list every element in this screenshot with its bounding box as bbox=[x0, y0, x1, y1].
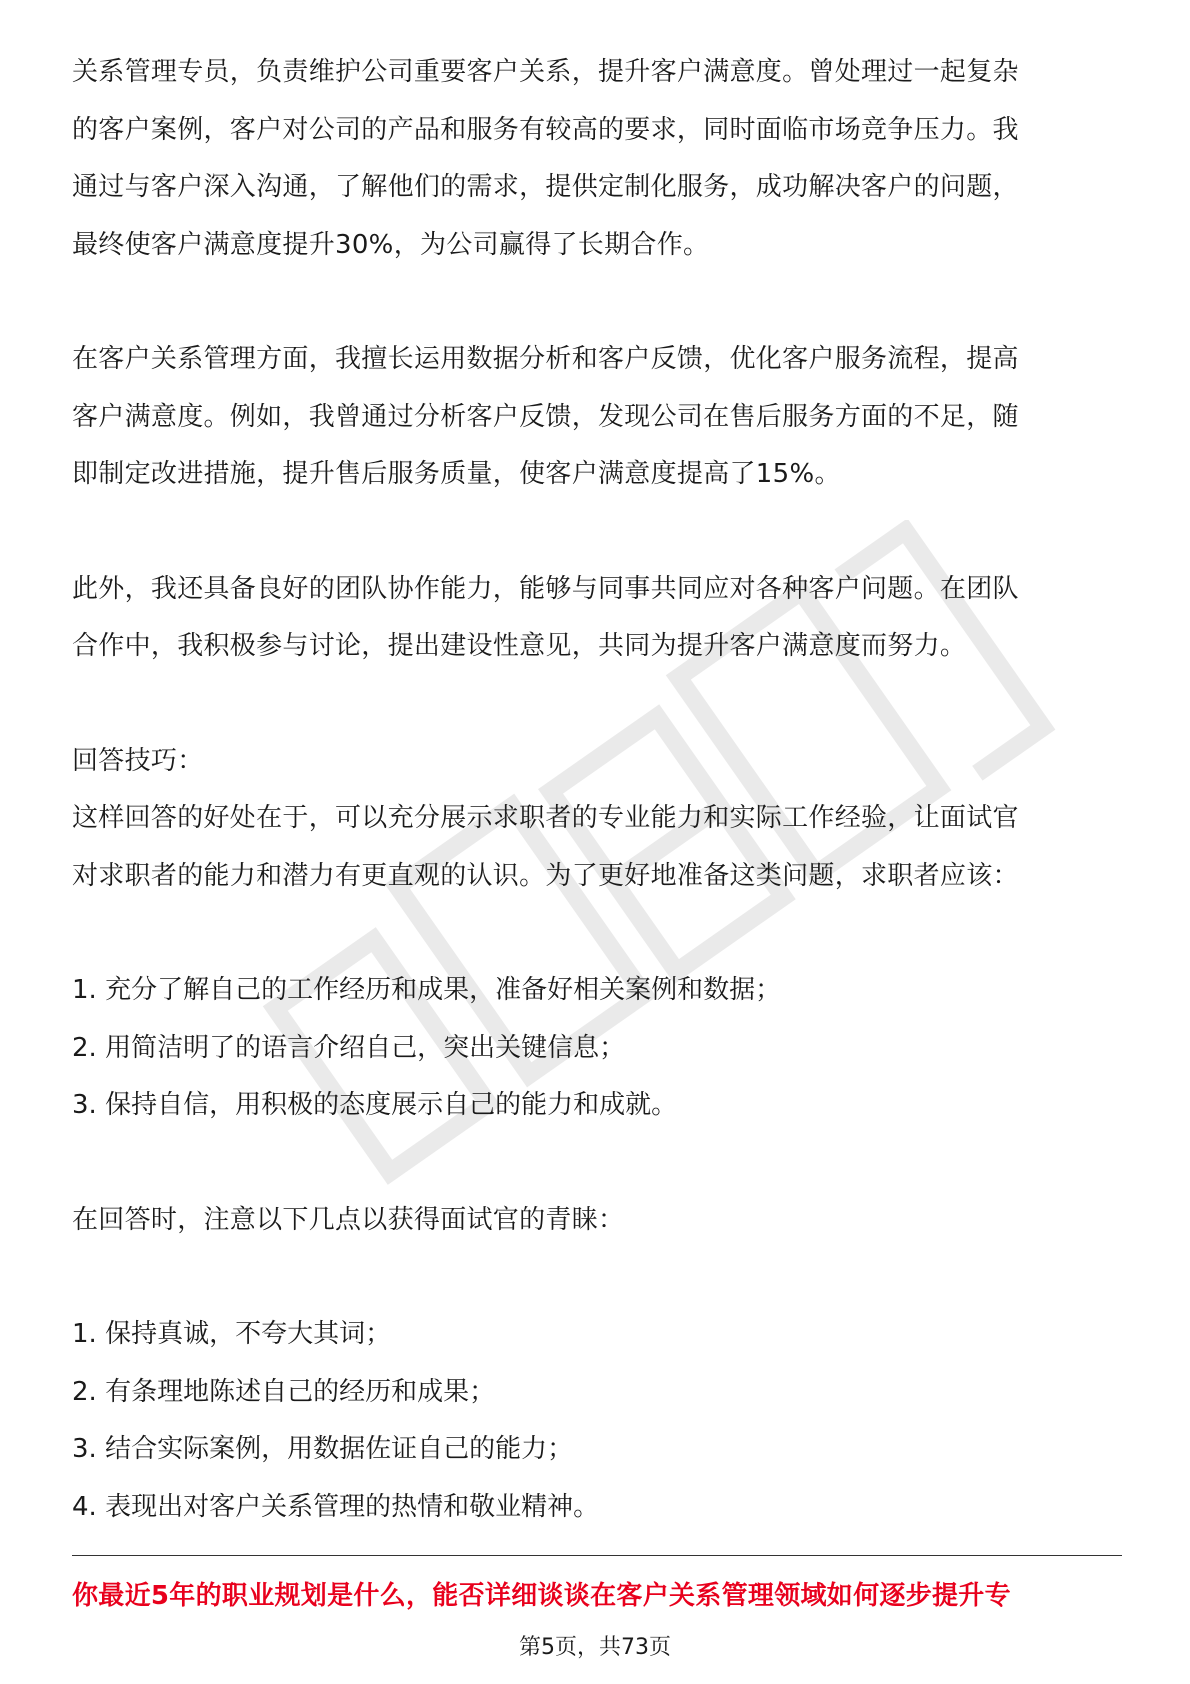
page-number: 第5页，共73页 bbox=[519, 1635, 671, 1660]
tips-section bbox=[72, 733, 1122, 906]
text-line: 关系管理专员，负责维护公司重要客户关系，提升客户满意度。曾处理过一起复杂 bbox=[72, 57, 1019, 87]
list-item: 3. 保持自信，用积极的态度展示自己的能力和成就。 bbox=[72, 1090, 678, 1120]
notes-intro: 在回答时，注意以下几点以获得面试官的青睐： bbox=[72, 1204, 625, 1235]
text-line: 即制定改进措施，提升售后服务质量，使客户满意度提高了15%。 bbox=[72, 459, 841, 489]
paragraph-spacer bbox=[72, 504, 1122, 561]
tips-heading: 回答技巧： bbox=[72, 745, 204, 776]
main-content bbox=[72, 44, 1122, 1536]
list-item: 1. 保持真诚，不夸大其词； bbox=[72, 1319, 392, 1349]
prep-list bbox=[72, 962, 1122, 1135]
list-item: 1. 充分了解自己的工作经历和成果，准备好相关案例和数据； bbox=[72, 975, 782, 1005]
list-item: 2. 用简洁明了的语言介绍自己，突出关键信息； bbox=[72, 1032, 626, 1063]
answer-paragraph-2 bbox=[72, 331, 1122, 504]
paragraph-spacer bbox=[72, 1249, 1122, 1306]
text-line: 客户满意度。例如，我曾通过分析客户反馈，发现公司在售后服务方面的不足，随 bbox=[72, 401, 1019, 432]
text-line: 合作中，我积极参与讨论，提出建设性意见，共同为提升客户满意度而努力。 bbox=[72, 631, 967, 661]
list-item: 4. 表现出对客户关系管理的热情和敬业精神。 bbox=[72, 1491, 600, 1522]
text-line: 在客户关系管理方面，我擅长运用数据分析和客户反馈，优化客户服务流程，提高 bbox=[72, 344, 1019, 374]
notes-list bbox=[72, 1306, 1122, 1536]
list-item: 2. 有条理地陈述自己的经历和成果； bbox=[72, 1376, 496, 1407]
paragraph-spacer bbox=[72, 905, 1122, 962]
paragraph-spacer bbox=[72, 274, 1122, 331]
answer-paragraph-3 bbox=[72, 561, 1122, 676]
text-line: 此外，我还具备良好的团队协作能力，能够与同事共同应对各种客户问题。在团队 bbox=[72, 573, 1019, 604]
answer-paragraph-1 bbox=[72, 44, 1122, 274]
text-line: 的客户案例，客户对公司的产品和服务有较高的要求，同时面临市场竞争压力。我 bbox=[72, 114, 1019, 145]
list-item: 3. 结合实际案例，用数据佐证自己的能力； bbox=[72, 1434, 574, 1464]
text-line: 通过与客户深入沟通，了解他们的需求，提供定制化服务，成功解决客户的问题， bbox=[72, 172, 1019, 202]
paragraph-spacer bbox=[72, 676, 1122, 733]
footer-divider bbox=[72, 1555, 1122, 1556]
text-line: 最终使客户满意度提升30%，为公司赢得了长期合作。 bbox=[72, 229, 710, 260]
text-line: 这样回答的好处在于，可以充分展示求职者的专业能力和实际工作经验，让面试官 bbox=[72, 803, 1019, 833]
text-line: 对求职者的能力和潜力有更直观的认识。为了更好地准备这类问题，求职者应该： bbox=[72, 860, 1019, 891]
paragraph-spacer bbox=[72, 1135, 1122, 1192]
next-question-heading: 你最近5年的职业规划是什么，能否详细谈谈在客户关系管理领域如何逐步提升专 bbox=[72, 1581, 1011, 1611]
